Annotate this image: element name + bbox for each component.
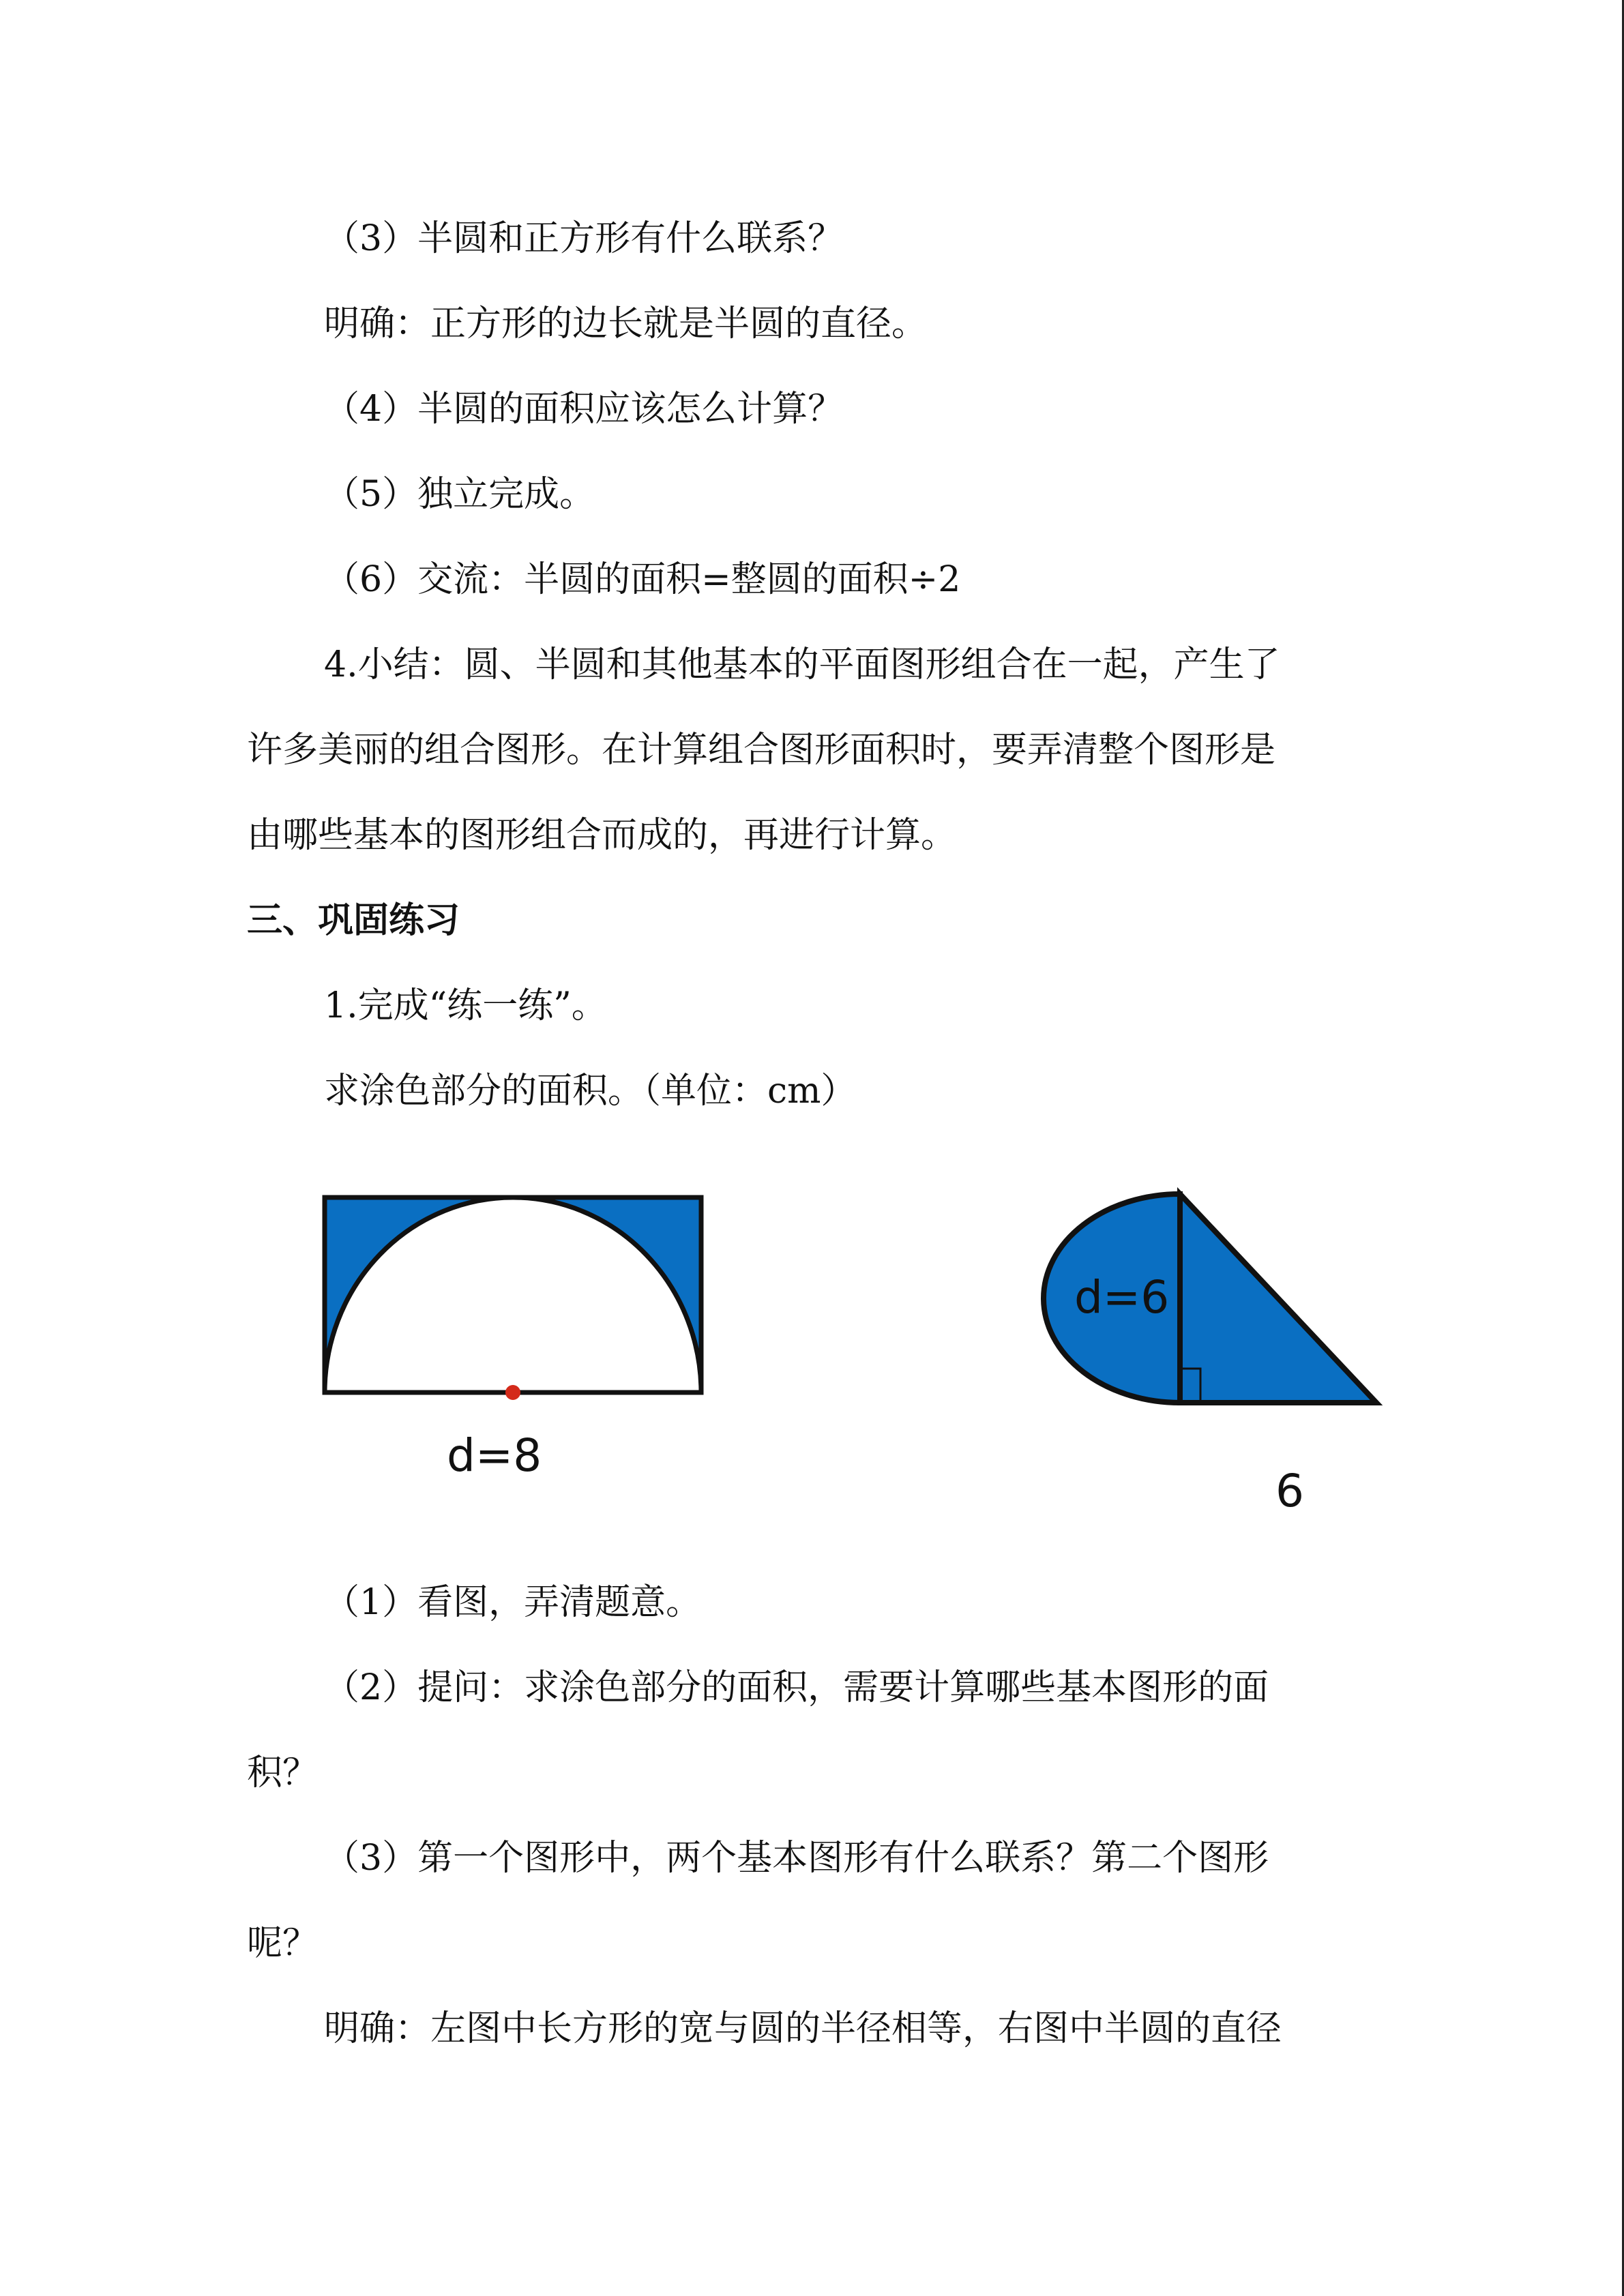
text-line-6: 4.小结：圆、半圆和其他基本的平面图形组合在一起，产生了 bbox=[324, 644, 1280, 685]
text-line-8: 由哪些基本的图形组合而成的，再进行计算。 bbox=[247, 815, 957, 856]
text-line-13: （2）提问：求涂色部分的面积，需要计算哪些基本图形的面 bbox=[324, 1667, 1269, 1708]
text-line-14: 积？ bbox=[247, 1753, 319, 1793]
text-line-11: 求涂色部分的面积。（单位：cm） bbox=[324, 1071, 857, 1112]
text-line-3: （4）半圆的面积应该怎么计算？ bbox=[324, 389, 844, 430]
left-figure-label: d=8 bbox=[447, 1429, 542, 1482]
text-line-1: （3）半圆和正方形有什么联系？ bbox=[324, 218, 844, 259]
text-line-12: （1）看图，弄清题意。 bbox=[324, 1582, 702, 1623]
text-line-2: 明确：正方形的边长就是半圆的直径。 bbox=[324, 303, 928, 344]
text-line-15: （3）第一个图形中，两个基本图形有什么联系？第二个图形 bbox=[324, 1838, 1269, 1879]
center-dot bbox=[505, 1385, 520, 1400]
figure-rectangle-semicircle bbox=[314, 1187, 709, 1405]
right-figure-bottom-label: 6 bbox=[1275, 1465, 1304, 1517]
text-line-16: 呢？ bbox=[247, 1923, 319, 1964]
triangle-shape bbox=[1180, 1194, 1376, 1403]
text-line-10: 1.完成“练一练”。 bbox=[324, 985, 607, 1026]
section-heading: 三、巩固练习 bbox=[247, 899, 460, 941]
text-line-4: （5）独立完成。 bbox=[324, 474, 595, 515]
text-line-7: 许多美丽的组合图形。在计算组合图形面积时，要弄清整个图形是 bbox=[247, 730, 1276, 771]
right-figure-inner-label: d=6 bbox=[1074, 1271, 1170, 1324]
text-line-5: （6）交流：半圆的面积=整圆的面积÷2 bbox=[324, 559, 961, 600]
text-line-17: 明确：左图中长方形的宽与圆的半径相等，右图中半圆的直径 bbox=[324, 2008, 1282, 2049]
